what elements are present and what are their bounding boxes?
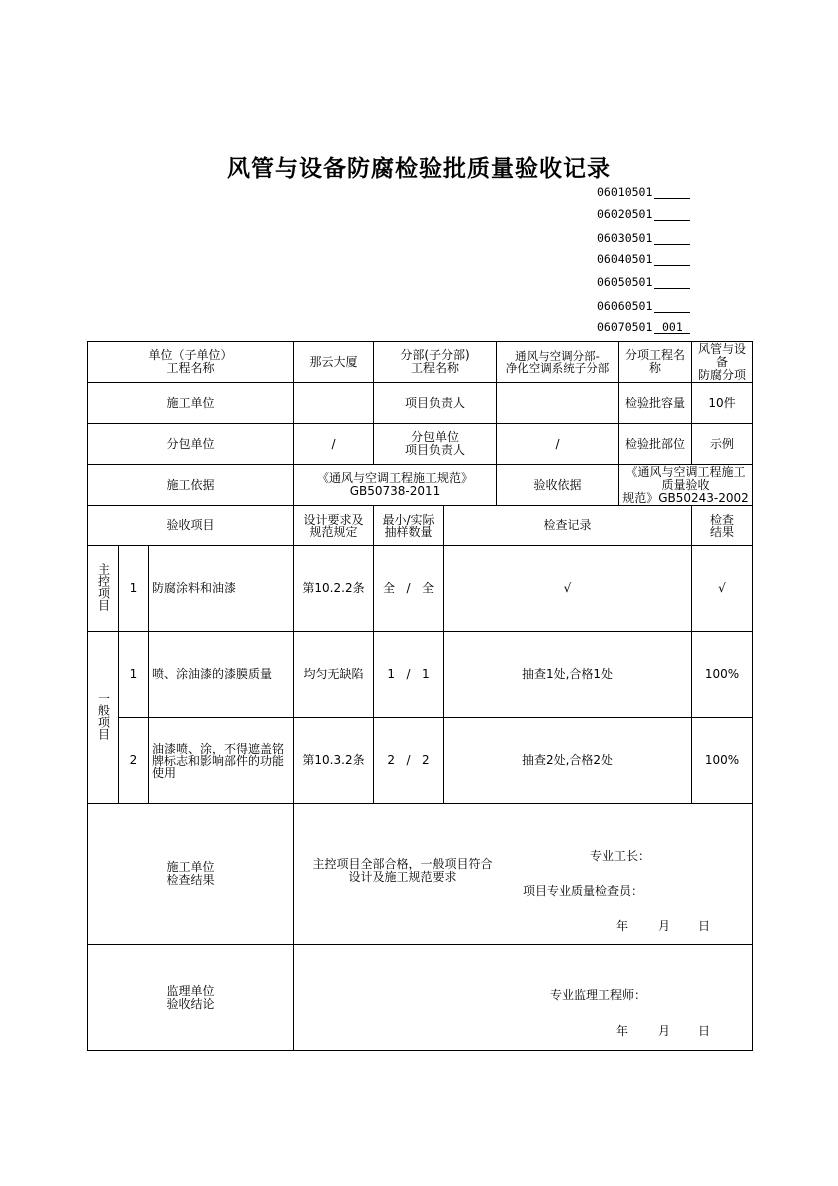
sub-manager-value[interactable]: / xyxy=(497,424,619,465)
construction-month-label: 月 xyxy=(658,919,671,933)
construction-check-content: 主控项目全部合格，一般项目符合 设计及施工规范要求 xyxy=(312,857,493,884)
acceptance-basis-value[interactable]: 《通风与空调工程施工质量验收 规范》GB50243-2002 xyxy=(619,465,753,506)
row-sample[interactable] xyxy=(374,632,444,718)
column-header-row xyxy=(88,506,753,546)
unit-project-value[interactable]: 那云大厦 xyxy=(294,342,374,383)
row-item-name: 防腐涂料和油漆 xyxy=(149,546,294,632)
batch-code-line xyxy=(597,299,690,313)
project-manager-label: 项目负责人 xyxy=(374,383,497,424)
row-spec: 第10.2.2条 xyxy=(294,546,374,632)
supervision-label: 监理单位 验收结论 xyxy=(88,945,294,1051)
row-record[interactable]: 抽查1处,合格1处 xyxy=(444,632,692,718)
sub-manager-label: 分包单位 项目负责人 xyxy=(374,424,497,465)
batch-code: 06060501 xyxy=(597,299,653,313)
column-header-item: 验收项目 xyxy=(88,506,294,546)
column-header-sample: 最小/实际 抽样数量 xyxy=(374,506,444,546)
supervision-cell[interactable] xyxy=(294,945,753,1051)
batch-code: 06010501 xyxy=(597,185,653,199)
row-sample-actual: 全 xyxy=(421,581,434,595)
project-manager-value[interactable] xyxy=(497,383,619,424)
subcontractor-label: 分包单位 xyxy=(88,424,294,465)
batch-location-value[interactable]: 示例 xyxy=(692,424,753,465)
row-record[interactable]: √ xyxy=(444,546,692,632)
construction-check-cell[interactable] xyxy=(294,804,753,945)
batch-code-line xyxy=(597,231,690,245)
batch-code-number[interactable] xyxy=(654,299,690,313)
basis-row xyxy=(88,465,753,506)
column-header-design: 设计要求及 规范规定 xyxy=(294,506,374,546)
row-sample-separator: / xyxy=(406,753,411,767)
page-title: 风管与设备防腐检验批质量验收记录 xyxy=(227,155,611,182)
row-spec: 第10.3.2条 xyxy=(294,718,374,804)
column-header-result: 检查 结果 xyxy=(692,506,753,546)
row-result[interactable]: 100% xyxy=(692,632,753,718)
column-header-record: 检查记录 xyxy=(444,506,692,546)
row-sample-separator: / xyxy=(406,581,411,595)
sub-item-label: 分项工程名称 xyxy=(619,342,692,383)
row-result[interactable]: √ xyxy=(692,546,753,632)
batch-code: 06070501 xyxy=(597,320,653,334)
supervision-row xyxy=(88,945,753,1051)
main-items-group-label: 主控项目 xyxy=(96,563,111,611)
row-sample-min: 2 xyxy=(387,753,396,767)
row-sample[interactable] xyxy=(374,718,444,804)
row-sample-separator: / xyxy=(406,667,411,681)
row-sample[interactable] xyxy=(374,546,444,632)
supervision-month-label: 月 xyxy=(658,1024,671,1038)
batch-location-label: 检验批部位 xyxy=(619,424,692,465)
table-row xyxy=(88,632,753,718)
sub-item-value[interactable]: 风管与设备 防腐分项 xyxy=(692,342,753,383)
table-row xyxy=(88,546,753,632)
batch-code-number[interactable] xyxy=(654,207,690,221)
supervision-year-label: 年 xyxy=(616,1024,629,1038)
general-items-group-label: 一般项目 xyxy=(96,692,111,740)
batch-code-line xyxy=(597,185,690,199)
batch-code-line xyxy=(597,320,690,334)
foreman-label: 专业工长： xyxy=(590,849,651,863)
row-item-name: 喷、涂油漆的漆膜质量 xyxy=(149,632,294,718)
subdivision-label: 分部(子分部) 工程名称 xyxy=(374,342,497,383)
table-row xyxy=(88,718,753,804)
batch-code-number[interactable] xyxy=(654,185,690,199)
construction-basis-value[interactable]: 《通风与空调工程施工规范》 GB50738-2011 xyxy=(294,465,497,506)
construction-check-label: 施工单位 检查结果 xyxy=(88,804,294,945)
acceptance-basis-label: 验收依据 xyxy=(497,465,619,506)
unit-project-label: 单位（子单位） 工程名称 xyxy=(88,342,294,383)
row-number: 1 xyxy=(119,632,149,718)
row-sample-actual: 1 xyxy=(421,667,430,681)
batch-code: 06020501 xyxy=(597,207,653,221)
quality-inspector-label: 项目专业质量检查员： xyxy=(523,884,644,898)
batch-code-line xyxy=(597,275,690,289)
subcontractor-value[interactable]: / xyxy=(294,424,374,465)
batch-capacity-label: 检验批容量 xyxy=(619,383,692,424)
row-result[interactable]: 100% xyxy=(692,718,753,804)
construction-basis-label: 施工依据 xyxy=(88,465,294,506)
row-number: 1 xyxy=(119,546,149,632)
contractor-value[interactable] xyxy=(294,383,374,424)
contractor-label: 施工单位 xyxy=(88,383,294,424)
batch-code-number[interactable] xyxy=(654,275,690,289)
batch-code-line xyxy=(597,207,690,221)
project-info-row xyxy=(88,342,753,383)
row-item-name: 油漆喷、涂，不得遮盖铭牌标志和影响部件的功能使用 xyxy=(149,718,294,804)
subdivision-value[interactable]: 通风与空调分部- 净化空调系统子分部 xyxy=(497,342,619,383)
batch-code: 06030501 xyxy=(597,231,653,245)
row-number: 2 xyxy=(119,718,149,804)
construction-check-row xyxy=(88,804,753,945)
row-sample-min: 1 xyxy=(387,667,396,681)
contractor-row xyxy=(88,383,753,424)
batch-capacity-value[interactable]: 10件 xyxy=(692,383,753,424)
inspection-record-table xyxy=(87,341,753,1051)
batch-code-line xyxy=(597,252,690,266)
batch-code: 06040501 xyxy=(597,252,653,266)
row-sample-actual: 2 xyxy=(421,753,430,767)
supervision-day-label: 日 xyxy=(698,1024,711,1038)
subcontractor-row xyxy=(88,424,753,465)
row-spec: 均匀无缺陷 xyxy=(294,632,374,718)
batch-code-number[interactable] xyxy=(654,252,690,266)
construction-day-label: 日 xyxy=(698,919,711,933)
row-record[interactable]: 抽查2处,合格2处 xyxy=(444,718,692,804)
batch-code-number[interactable]: 001 xyxy=(654,320,690,334)
row-sample-min: 全 xyxy=(383,581,396,595)
construction-year-label: 年 xyxy=(616,919,629,933)
batch-code: 06050501 xyxy=(597,275,653,289)
batch-code-number[interactable] xyxy=(654,231,690,245)
supervising-engineer-label: 专业监理工程师： xyxy=(550,988,647,1002)
